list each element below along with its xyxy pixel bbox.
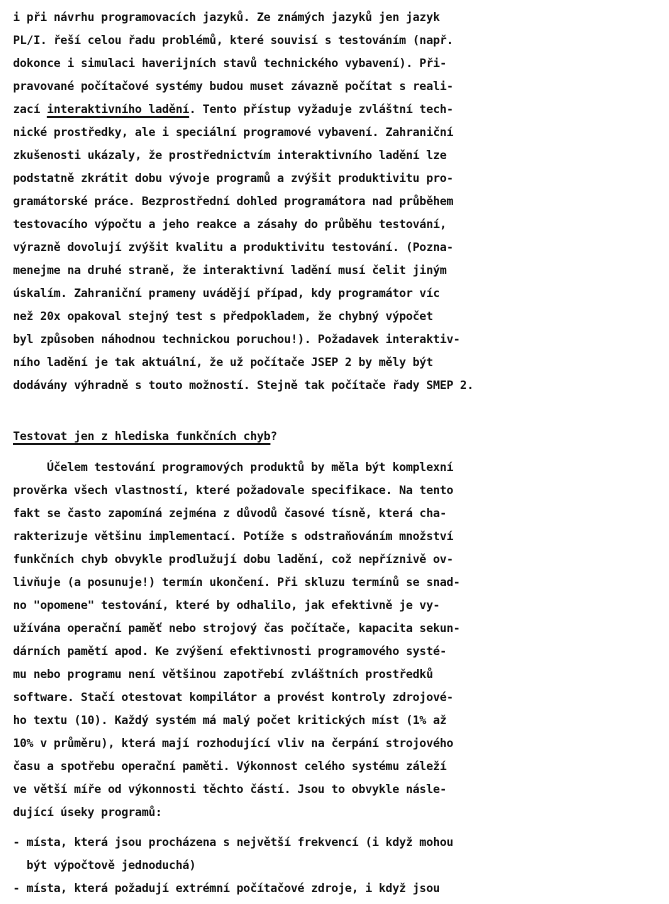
text-line: nické prostředky, ale i speciální programové vybavení. Zahraniční xyxy=(13,125,454,139)
list-item-continuation: být výpočtově jednoduchá) xyxy=(13,858,196,872)
text-line: livňuje (a posunuje!) termín ukončení. Při skluzu termínů se snad- xyxy=(13,575,461,589)
text-line: prověrka všech vlastností, které požadovale specifikace. Na tento xyxy=(13,483,454,497)
text-line: byl způsoben náhodnou technickou poruchou!). Požadavek interaktiv- xyxy=(13,332,461,346)
text-line: ho textu (10). Každý systém má malý počet kritických míst (1% až xyxy=(13,713,447,727)
text-line: podstatně zkrátit dobu vývoje programů a zvýšit produktivitu pro- xyxy=(13,171,454,185)
text-fragment: . Tento přístup vyžaduje zvláštní tech- xyxy=(189,102,454,116)
text-line: pravované počítačové systémy budou muset závazně počítat s reali- xyxy=(13,79,454,93)
text-line: testovacího výpočtu a jeho reakce a zásahy do průběhu testování, xyxy=(13,217,447,231)
text-line: dující úseky programů: xyxy=(13,805,163,819)
text-fragment: zací xyxy=(13,102,47,116)
text-line: Účelem testování programových produktů by měla být komplexní xyxy=(13,460,454,474)
section-heading-title: Testovat jen z hlediska funkčních chyb xyxy=(13,429,271,443)
text-line: dokonce i simulaci haverijních stavů technického vybavení). Při- xyxy=(13,56,447,70)
text-line: fakt se často zapomíná zejména z důvodů časové tísně, která cha- xyxy=(13,506,447,520)
text-line: software. Stačí otestovat kompilátor a provést kontroly zdrojové- xyxy=(13,690,454,704)
text-line: i při návrhu programovacích jazyků. Ze známých jazyků jen jazyk xyxy=(13,10,440,24)
text-line: výrazně dovolují zvýšit kvalitu a produktivitu testování. (Pozna- xyxy=(13,240,454,254)
underlined-term: interaktivního ladění xyxy=(46,102,190,116)
text-line: rakterizuje většinu implementací. Potíže s odstraňováním množství xyxy=(13,529,454,543)
text-line: ního ladění je tak aktuální, že už počítače JSEP 2 by měly být xyxy=(13,355,433,369)
text-line: 10% v průměru), která mají rozhodující vliv na čerpání strojového xyxy=(13,736,454,750)
text-line: ve větší míře od výkonnosti těchto částí. Jsou to obvykle násle- xyxy=(13,782,447,796)
text-line: dárních pamětí apod. Ke zvýšení efektivnosti programového systé- xyxy=(13,644,447,658)
text-line: gramátorské práce. Bezprostřední dohled programátora nad průběhem xyxy=(13,194,454,208)
text-line: funkčních chyb obvykle prodlužují dobu ladění, což nepříznivě ov- xyxy=(13,552,454,566)
list-item: - místa, která požadují extrémní počítačové zdroje, i když jsou xyxy=(13,881,440,895)
text-line: mu nebo programu není většinou zapotřebí zvláštních prostředků xyxy=(13,667,433,681)
section-heading xyxy=(13,426,277,446)
list-item: - místa, která jsou procházena s největší frekvencí (i když mohou xyxy=(13,835,454,849)
text-line: PL/I. řeší celou řadu problémů, které souvisí s testováním (např. xyxy=(13,33,454,47)
text-line-with-term xyxy=(13,99,453,119)
section-heading-suffix: ? xyxy=(270,429,278,443)
text-line: zkušenosti ukázaly, že prostřednictvím interaktivního ladění lze xyxy=(13,148,447,162)
text-line: než 20x opakoval stejný test s předpokladem, že chybný výpočet xyxy=(13,309,433,323)
text-line: času a spotřebu operační paměti. Výkonnost celého systému záleží xyxy=(13,759,447,773)
text-line: úskalím. Zahraniční prameny uvádějí případ, kdy programátor víc xyxy=(13,286,440,300)
text-line: dodávány výhradně s touto možností. Stejně tak počítače řady SMEP 2. xyxy=(13,378,474,392)
text-line: menejme na druhé straně, že interaktivní ladění musí čelit jiným xyxy=(13,263,447,277)
text-line: no "opomene" testování, které by odhalilo, jak efektivně je vy- xyxy=(13,598,440,612)
text-line: užívána operační paměť nebo strojový čas počítače, kapacita sekun- xyxy=(13,621,461,635)
